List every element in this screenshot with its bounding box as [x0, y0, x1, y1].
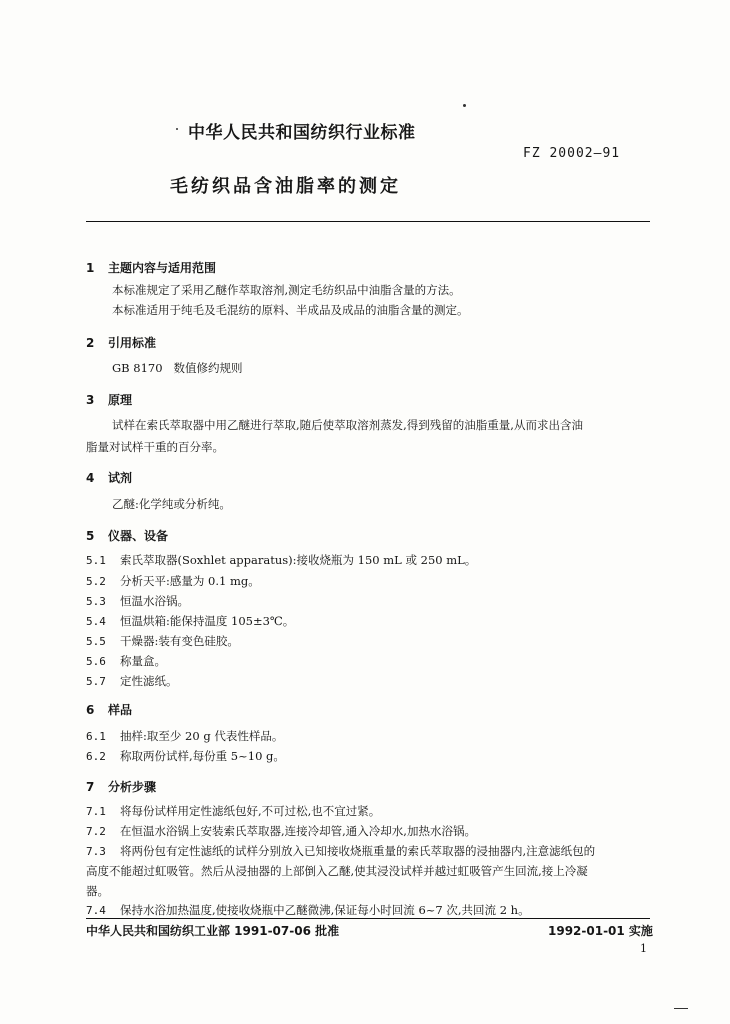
item-number: 5.4	[86, 615, 106, 628]
section-title: 仪器、设备	[108, 529, 169, 543]
item-text: 将每份试样用定性滤纸包好,不可过松,也不宜过紧。	[120, 804, 381, 818]
list-item	[86, 823, 476, 839]
item-text: 将两份包有定性滤纸的试样分别放入已知接收烧瓶重量的索氏萃取器的浸抽器内,注意滤纸包的	[120, 844, 596, 858]
section-1-heading	[86, 259, 216, 276]
section-title: 样品	[108, 703, 133, 717]
section-title: 引用标准	[108, 336, 157, 350]
section-1-para-1: 本标准规定了采用乙醚作萃取溶剂,测定毛纺织品中油脂含量的方法。	[112, 283, 461, 297]
list-item	[86, 593, 189, 609]
section-6-heading	[86, 701, 132, 718]
list-item	[86, 673, 178, 689]
scan-speck	[674, 1008, 688, 1009]
publisher-heading: 中华人民共和国纺织行业标准	[188, 123, 416, 143]
item-number: 6.2	[86, 750, 106, 763]
list-item	[86, 902, 530, 918]
list-item	[86, 573, 260, 589]
section-title: 原理	[108, 393, 133, 407]
section-title: 分析步骤	[108, 780, 157, 794]
bottom-rule	[86, 918, 650, 919]
item-number: 5.6	[86, 655, 106, 668]
section-title: 主题内容与适用范围	[108, 261, 217, 275]
section-4-para-1: 乙醚:化学纯或分析纯。	[112, 497, 231, 511]
section-2-para-1: GB 8170 数值修约规则	[112, 361, 243, 375]
item-number: 5.1	[86, 554, 106, 567]
section-number: 5	[86, 529, 95, 543]
item-text: 称量盒。	[120, 654, 166, 668]
item-text: 干燥器:装有变色硅胶。	[120, 634, 239, 648]
scan-speck	[176, 128, 178, 130]
section-3-heading	[86, 391, 132, 408]
section-5-heading	[86, 527, 168, 544]
item-text: 分析天平:感量为 0.1 mg。	[120, 574, 260, 588]
section-number: 1	[86, 261, 95, 275]
item-number: 7.4	[86, 904, 106, 917]
list-item	[86, 803, 380, 819]
item-continuation: 高度不能超过虹吸管。然后从浸抽器的上部倒入乙醚,使其浸没试样并越过虹吸管产生回流,接上冷凝	[86, 864, 588, 878]
item-number: 7.1	[86, 805, 106, 818]
list-item	[86, 653, 166, 669]
section-number: 6	[86, 703, 95, 717]
list-item	[86, 552, 476, 568]
section-7-heading	[86, 778, 156, 795]
item-text: 保持水浴加热温度,使接收烧瓶中乙醚微沸,保证每小时回流 6~7 次,共回流 2 h。	[120, 903, 530, 917]
item-number: 5.3	[86, 595, 106, 608]
list-item	[86, 843, 595, 859]
item-number: 6.1	[86, 730, 106, 743]
item-text: 称取两份试样,每份重 5~10 g。	[120, 749, 285, 763]
item-number: 7.3	[86, 845, 106, 858]
section-number: 4	[86, 471, 95, 485]
section-4-heading	[86, 469, 132, 486]
standard-code: FZ 20002—91	[523, 146, 621, 161]
page-number: 1	[640, 942, 647, 955]
item-text: 恒温烘箱:能保持温度 105±3℃。	[120, 614, 295, 628]
item-number: 5.7	[86, 675, 106, 688]
section-3-para-2: 脂量对试样干重的百分率。	[86, 440, 224, 454]
item-text: 在恒温水浴锅上安装索氏萃取器,连接冷却管,通入冷却水,加热水浴锅。	[120, 824, 476, 838]
section-title: 试剂	[108, 471, 133, 485]
list-item	[86, 613, 294, 629]
list-item	[86, 633, 239, 649]
item-continuation: 器。	[86, 884, 109, 898]
section-number: 3	[86, 393, 95, 407]
effective-date: 1992-01-01 实施	[548, 924, 653, 938]
item-text: 恒温水浴锅。	[120, 594, 189, 608]
section-number: 7	[86, 780, 95, 794]
item-number: 5.5	[86, 635, 106, 648]
item-text: 抽样:取至少 20 g 代表性样品。	[120, 729, 284, 743]
approval-line: 中华人民共和国纺织工业部 1991-07-06 批准	[86, 924, 340, 938]
scan-speck	[463, 104, 466, 107]
section-2-heading	[86, 334, 156, 351]
top-rule	[86, 221, 650, 222]
section-number: 2	[86, 336, 95, 350]
section-1-para-2: 本标准适用于纯毛及毛混纺的原料、半成品及成品的油脂含量的测定。	[112, 303, 469, 317]
list-item	[86, 748, 285, 764]
section-3-para-1: 试样在索氏萃取器中用乙醚进行萃取,随后使萃取溶剂蒸发,得到残留的油脂重量,从而求出含油	[112, 418, 583, 432]
item-text: 索氏萃取器(Soxhlet apparatus):接收烧瓶为 150 mL 或 250 mL。	[120, 553, 477, 567]
item-number: 5.2	[86, 575, 106, 588]
document-title: 毛纺织品含油脂率的测定	[170, 176, 401, 197]
item-text: 定性滤纸。	[120, 674, 178, 688]
item-number: 7.2	[86, 825, 106, 838]
list-item	[86, 728, 283, 744]
